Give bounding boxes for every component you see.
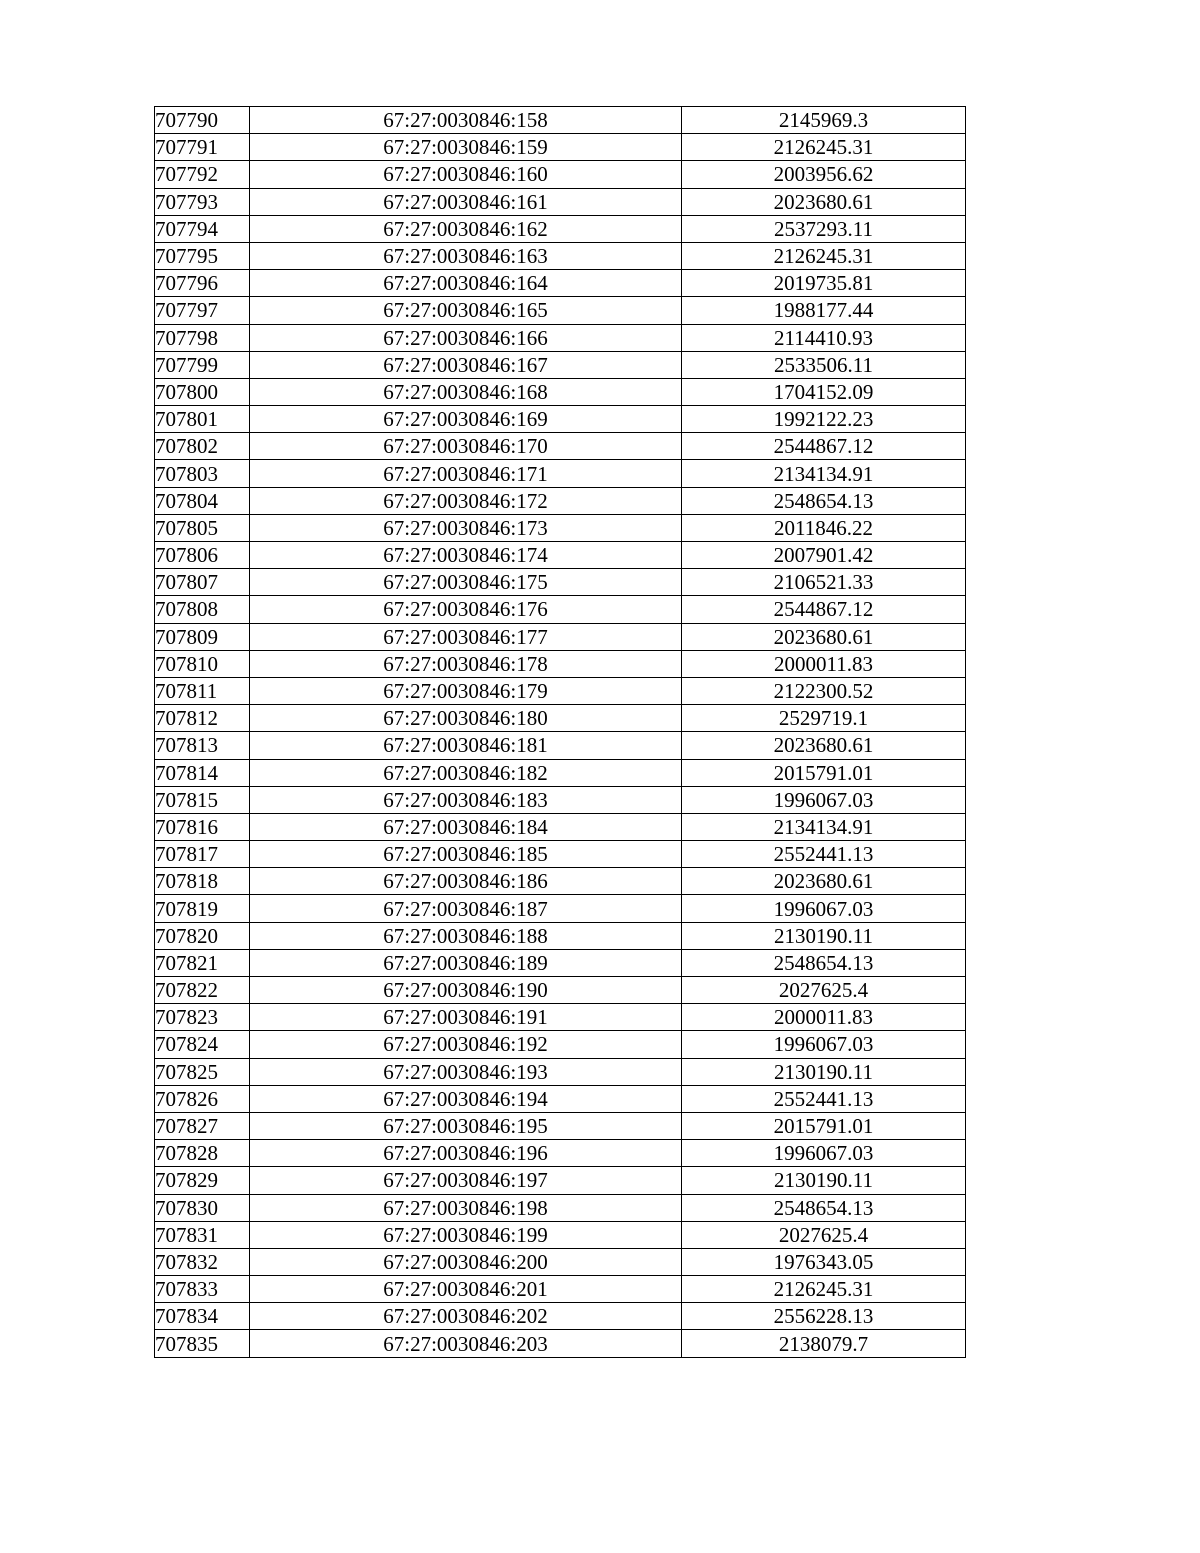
value-cell: 2552441.13 (682, 841, 966, 868)
cadastral-number-cell: 67:27:0030846:170 (250, 433, 682, 460)
table-row (155, 1194, 966, 1221)
row-id-cell: 707790 (155, 107, 250, 134)
row-id-cell: 707796 (155, 270, 250, 297)
table-row (155, 1330, 966, 1357)
value-cell: 1996067.03 (682, 786, 966, 813)
cadastral-number-cell: 67:27:0030846:164 (250, 270, 682, 297)
row-id-cell: 707798 (155, 324, 250, 351)
cadastral-number-cell: 67:27:0030846:191 (250, 1004, 682, 1031)
cadastral-number-cell: 67:27:0030846:162 (250, 215, 682, 242)
cadastral-number-cell: 67:27:0030846:168 (250, 378, 682, 405)
cadastral-number-cell: 67:27:0030846:173 (250, 514, 682, 541)
row-id-cell: 707812 (155, 705, 250, 732)
value-cell: 2548654.13 (682, 949, 966, 976)
cadastral-number-cell: 67:27:0030846:193 (250, 1058, 682, 1085)
value-cell: 2106521.33 (682, 569, 966, 596)
value-cell: 2027625.4 (682, 1221, 966, 1248)
value-cell: 1992122.23 (682, 406, 966, 433)
table-row (155, 161, 966, 188)
row-id-cell: 707811 (155, 677, 250, 704)
row-id-cell: 707824 (155, 1031, 250, 1058)
cadastral-number-cell: 67:27:0030846:202 (250, 1303, 682, 1330)
row-id-cell: 707821 (155, 949, 250, 976)
table-row (155, 542, 966, 569)
cadastral-number-cell: 67:27:0030846:192 (250, 1031, 682, 1058)
table-row (155, 1004, 966, 1031)
value-cell: 2130190.11 (682, 1167, 966, 1194)
cadastral-number-cell: 67:27:0030846:163 (250, 242, 682, 269)
cadastral-number-cell: 67:27:0030846:201 (250, 1276, 682, 1303)
table-row (155, 351, 966, 378)
table-row (155, 569, 966, 596)
row-id-cell: 707803 (155, 460, 250, 487)
table-row (155, 977, 966, 1004)
row-id-cell: 707805 (155, 514, 250, 541)
table-row (155, 1140, 966, 1167)
cadastral-number-cell: 67:27:0030846:203 (250, 1330, 682, 1357)
row-id-cell: 707830 (155, 1194, 250, 1221)
value-cell: 2537293.11 (682, 215, 966, 242)
cadastral-number-cell: 67:27:0030846:176 (250, 596, 682, 623)
value-cell: 2130190.11 (682, 1058, 966, 1085)
row-id-cell: 707797 (155, 297, 250, 324)
value-cell: 2134134.91 (682, 460, 966, 487)
table-row (155, 514, 966, 541)
table-row (155, 1276, 966, 1303)
value-cell: 1996067.03 (682, 895, 966, 922)
value-cell: 2000011.83 (682, 1004, 966, 1031)
table-row (155, 134, 966, 161)
row-id-cell: 707822 (155, 977, 250, 1004)
value-cell: 2529719.1 (682, 705, 966, 732)
cadastral-number-cell: 67:27:0030846:158 (250, 107, 682, 134)
table-row (155, 1221, 966, 1248)
cadastral-number-cell: 67:27:0030846:198 (250, 1194, 682, 1221)
cadastral-number-cell: 67:27:0030846:186 (250, 868, 682, 895)
table-body (155, 107, 966, 1358)
cadastral-number-cell: 67:27:0030846:183 (250, 786, 682, 813)
cadastral-number-cell: 67:27:0030846:194 (250, 1085, 682, 1112)
table-row (155, 1058, 966, 1085)
value-cell: 2023680.61 (682, 188, 966, 215)
cadastral-number-cell: 67:27:0030846:166 (250, 324, 682, 351)
cadastral-number-cell: 67:27:0030846:160 (250, 161, 682, 188)
value-cell: 2126245.31 (682, 242, 966, 269)
table-row (155, 324, 966, 351)
value-cell: 2544867.12 (682, 433, 966, 460)
table-row (155, 759, 966, 786)
row-id-cell: 707829 (155, 1167, 250, 1194)
table-row (155, 1303, 966, 1330)
table-row (155, 406, 966, 433)
row-id-cell: 707827 (155, 1112, 250, 1139)
row-id-cell: 707799 (155, 351, 250, 378)
row-id-cell: 707806 (155, 542, 250, 569)
cadastral-number-cell: 67:27:0030846:182 (250, 759, 682, 786)
row-id-cell: 707817 (155, 841, 250, 868)
row-id-cell: 707793 (155, 188, 250, 215)
value-cell: 2145969.3 (682, 107, 966, 134)
value-cell: 2011846.22 (682, 514, 966, 541)
value-cell: 2003956.62 (682, 161, 966, 188)
cadastral-number-cell: 67:27:0030846:175 (250, 569, 682, 596)
table-row (155, 732, 966, 759)
table-row (155, 242, 966, 269)
row-id-cell: 707828 (155, 1140, 250, 1167)
table-row (155, 868, 966, 895)
value-cell: 2138079.7 (682, 1330, 966, 1357)
row-id-cell: 707819 (155, 895, 250, 922)
cadastral-number-cell: 67:27:0030846:195 (250, 1112, 682, 1139)
cadastral-number-cell: 67:27:0030846:185 (250, 841, 682, 868)
table-row (155, 677, 966, 704)
row-id-cell: 707809 (155, 623, 250, 650)
table-row (155, 705, 966, 732)
table-row (155, 786, 966, 813)
row-id-cell: 707818 (155, 868, 250, 895)
row-id-cell: 707791 (155, 134, 250, 161)
row-id-cell: 707794 (155, 215, 250, 242)
value-cell: 1996067.03 (682, 1031, 966, 1058)
value-cell: 2023680.61 (682, 732, 966, 759)
table-row (155, 487, 966, 514)
row-id-cell: 707823 (155, 1004, 250, 1031)
row-id-cell: 707801 (155, 406, 250, 433)
value-cell: 2533506.11 (682, 351, 966, 378)
cadastral-number-cell: 67:27:0030846:165 (250, 297, 682, 324)
value-cell: 2548654.13 (682, 1194, 966, 1221)
table-row (155, 596, 966, 623)
value-cell: 2548654.13 (682, 487, 966, 514)
value-cell: 2015791.01 (682, 1112, 966, 1139)
row-id-cell: 707835 (155, 1330, 250, 1357)
table-row (155, 1112, 966, 1139)
cadastral-number-cell: 67:27:0030846:181 (250, 732, 682, 759)
row-id-cell: 707804 (155, 487, 250, 514)
table-row (155, 1248, 966, 1275)
table-row (155, 107, 966, 134)
cadastral-number-cell: 67:27:0030846:171 (250, 460, 682, 487)
table-row (155, 813, 966, 840)
value-cell: 2126245.31 (682, 134, 966, 161)
value-cell: 2552441.13 (682, 1085, 966, 1112)
value-cell: 2015791.01 (682, 759, 966, 786)
cadastral-number-cell: 67:27:0030846:179 (250, 677, 682, 704)
row-id-cell: 707813 (155, 732, 250, 759)
cadastral-number-cell: 67:27:0030846:159 (250, 134, 682, 161)
value-cell: 2027625.4 (682, 977, 966, 1004)
row-id-cell: 707826 (155, 1085, 250, 1112)
row-id-cell: 707807 (155, 569, 250, 596)
table-row (155, 378, 966, 405)
value-cell: 2556228.13 (682, 1303, 966, 1330)
value-cell: 2126245.31 (682, 1276, 966, 1303)
row-id-cell: 707792 (155, 161, 250, 188)
cadastral-number-cell: 67:27:0030846:197 (250, 1167, 682, 1194)
value-cell: 2023680.61 (682, 623, 966, 650)
table-row (155, 1085, 966, 1112)
cadastral-number-cell: 67:27:0030846:169 (250, 406, 682, 433)
row-id-cell: 707816 (155, 813, 250, 840)
table-row (155, 949, 966, 976)
value-cell: 2114410.93 (682, 324, 966, 351)
value-cell: 2134134.91 (682, 813, 966, 840)
row-id-cell: 707820 (155, 922, 250, 949)
cadastral-number-cell: 67:27:0030846:189 (250, 949, 682, 976)
cadastral-number-cell: 67:27:0030846:174 (250, 542, 682, 569)
value-cell: 1976343.05 (682, 1248, 966, 1275)
table-row (155, 433, 966, 460)
row-id-cell: 707832 (155, 1248, 250, 1275)
cadastral-number-cell: 67:27:0030846:178 (250, 650, 682, 677)
cadastral-number-cell: 67:27:0030846:177 (250, 623, 682, 650)
table-row (155, 188, 966, 215)
table-row (155, 270, 966, 297)
row-id-cell: 707814 (155, 759, 250, 786)
cadastral-number-cell: 67:27:0030846:180 (250, 705, 682, 732)
cadastral-number-cell: 67:27:0030846:188 (250, 922, 682, 949)
cadastral-number-cell: 67:27:0030846:161 (250, 188, 682, 215)
data-table (154, 106, 966, 1358)
row-id-cell: 707815 (155, 786, 250, 813)
table-row (155, 623, 966, 650)
value-cell: 2130190.11 (682, 922, 966, 949)
row-id-cell: 707800 (155, 378, 250, 405)
row-id-cell: 707795 (155, 242, 250, 269)
value-cell: 2544867.12 (682, 596, 966, 623)
value-cell: 2007901.42 (682, 542, 966, 569)
cadastral-number-cell: 67:27:0030846:190 (250, 977, 682, 1004)
table-row (155, 841, 966, 868)
value-cell: 2023680.61 (682, 868, 966, 895)
row-id-cell: 707810 (155, 650, 250, 677)
row-id-cell: 707833 (155, 1276, 250, 1303)
value-cell: 1704152.09 (682, 378, 966, 405)
value-cell: 2122300.52 (682, 677, 966, 704)
table-row (155, 460, 966, 487)
table-row (155, 895, 966, 922)
table-row (155, 215, 966, 242)
value-cell: 1988177.44 (682, 297, 966, 324)
table-row (155, 297, 966, 324)
table-row (155, 1167, 966, 1194)
cadastral-number-cell: 67:27:0030846:184 (250, 813, 682, 840)
row-id-cell: 707834 (155, 1303, 250, 1330)
cadastral-number-cell: 67:27:0030846:196 (250, 1140, 682, 1167)
row-id-cell: 707802 (155, 433, 250, 460)
cadastral-number-cell: 67:27:0030846:172 (250, 487, 682, 514)
cadastral-number-cell: 67:27:0030846:200 (250, 1248, 682, 1275)
row-id-cell: 707825 (155, 1058, 250, 1085)
row-id-cell: 707808 (155, 596, 250, 623)
table-row (155, 922, 966, 949)
value-cell: 2019735.81 (682, 270, 966, 297)
cadastral-number-cell: 67:27:0030846:167 (250, 351, 682, 378)
value-cell: 2000011.83 (682, 650, 966, 677)
cadastral-number-cell: 67:27:0030846:199 (250, 1221, 682, 1248)
table-row (155, 650, 966, 677)
table-row (155, 1031, 966, 1058)
row-id-cell: 707831 (155, 1221, 250, 1248)
cadastral-number-cell: 67:27:0030846:187 (250, 895, 682, 922)
value-cell: 1996067.03 (682, 1140, 966, 1167)
